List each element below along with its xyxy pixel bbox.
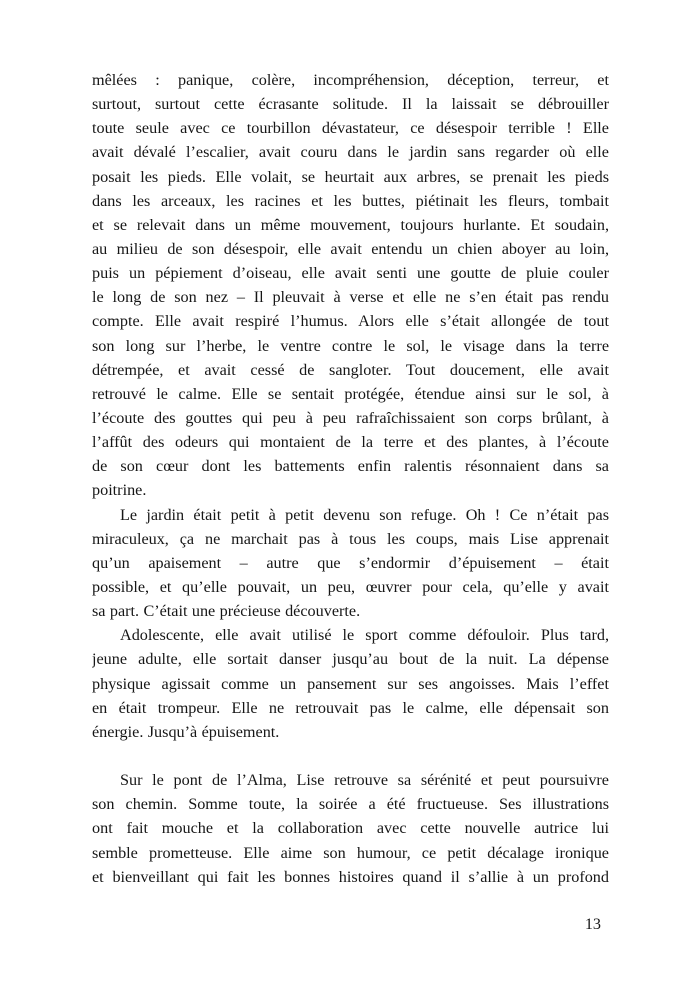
paragraph (92, 768, 609, 889)
page-number: 13 (584, 915, 601, 933)
paragraph (92, 503, 609, 624)
text-line: dans les arceaux, les racines et les buttes, piétinait les fleurs, tombait (92, 191, 609, 210)
text-line: l’écoute des gouttes qui peu à peu rafraîchissaient son corps brûlant, à (92, 408, 609, 427)
text-line: qu’un apaisement – autre que s’endormir d’épuisement – était (92, 553, 609, 572)
text-line: son long sur l’herbe, le ventre contre le sol, le visage dans la terre (92, 336, 609, 355)
text-line: compte. Elle avait respiré l’humus. Alors elle s’était allongée de tout (92, 312, 609, 331)
text-line: l’affût des odeurs qui montaient de la terre et des plantes, à l’écoute (92, 433, 609, 452)
text-line: poitrine. (92, 481, 147, 500)
text-line: semble prometteuse. Elle aime son humour, ce petit décalage ironique (92, 843, 609, 862)
text-line: retrouvé le calme. Elle se sentait protégée, étendue ainsi sur le sol, à (92, 384, 609, 403)
text-line: avait dévalé l’escalier, avait couru dans le jardin sans regarder où elle (92, 143, 609, 162)
text-line: le long de son nez – Il pleuvait à verse et elle ne s’en était pas rendu (92, 288, 609, 307)
text-line: et se relevait dans un même mouvement, toujours hurlante. Et soudain, (92, 215, 609, 234)
text-line: possible, et qu’elle pouvait, un peu, œuvrer pour cela, qu’elle y avait (92, 577, 609, 596)
text-line: surtout, surtout cette écrasante solitude. Il la laissait se débrouiller (92, 95, 609, 114)
paragraph (92, 68, 609, 503)
text-line: détrempée, et avait cessé de sangloter. Tout doucement, elle avait (92, 360, 609, 379)
text-line: ont fait mouche et la collaboration avec cette nouvelle autrice lui (92, 819, 609, 838)
paragraph (92, 623, 609, 744)
text-line: posait les pieds. Elle volait, se heurtait aux arbres, se prenait les pieds (92, 167, 609, 186)
text-line: Adolescente, elle avait utilisé le sport comme défouloir. Plus tard, (120, 626, 609, 645)
text-line: en était trompeur. Elle ne retrouvait pas le calme, elle dépensait son (92, 698, 609, 717)
text-line: physique agissait comme un pansement sur ses angoisses. Mais l’effet (92, 674, 609, 693)
text-column (92, 68, 609, 889)
text-line: de son cœur dont les battements enfin ralentis résonnaient dans sa (92, 457, 609, 476)
text-line: puis un pépiement d’oiseau, elle avait senti une goutte de pluie couler (92, 264, 609, 283)
text-line: mêlées : panique, colère, incompréhension, déception, terreur, et (92, 71, 609, 89)
text-line: énergie. Jusqu’à épuisement. (92, 722, 280, 741)
text-line: jeune adulte, elle sortait danser jusqu’au bout de la nuit. La dépense (92, 650, 609, 669)
text-line: Le jardin était petit à petit devenu son refuge. Oh ! Ce n’était pas (120, 505, 609, 524)
text-line: Sur le pont de l’Alma, Lise retrouve sa sérénité et peut poursuivre (120, 771, 609, 790)
text-line: et bienveillant qui fait les bonnes histoires quand il s’allie à un profond (92, 867, 609, 886)
text-line: au milieu de son désespoir, elle avait entendu un chien aboyer au loin, (92, 239, 609, 258)
text-line: son chemin. Somme toute, la soirée a été fructueuse. Ses illustrations (92, 795, 609, 814)
text-line: sa part. C’était une précieuse découverte. (92, 602, 361, 621)
text-line: miraculeux, ça ne marchait pas à tous les coups, mais Lise apprenait (92, 529, 609, 548)
text-line: toute seule avec ce tourbillon dévastateur, ce désespoir terrible ! Elle (92, 119, 609, 138)
